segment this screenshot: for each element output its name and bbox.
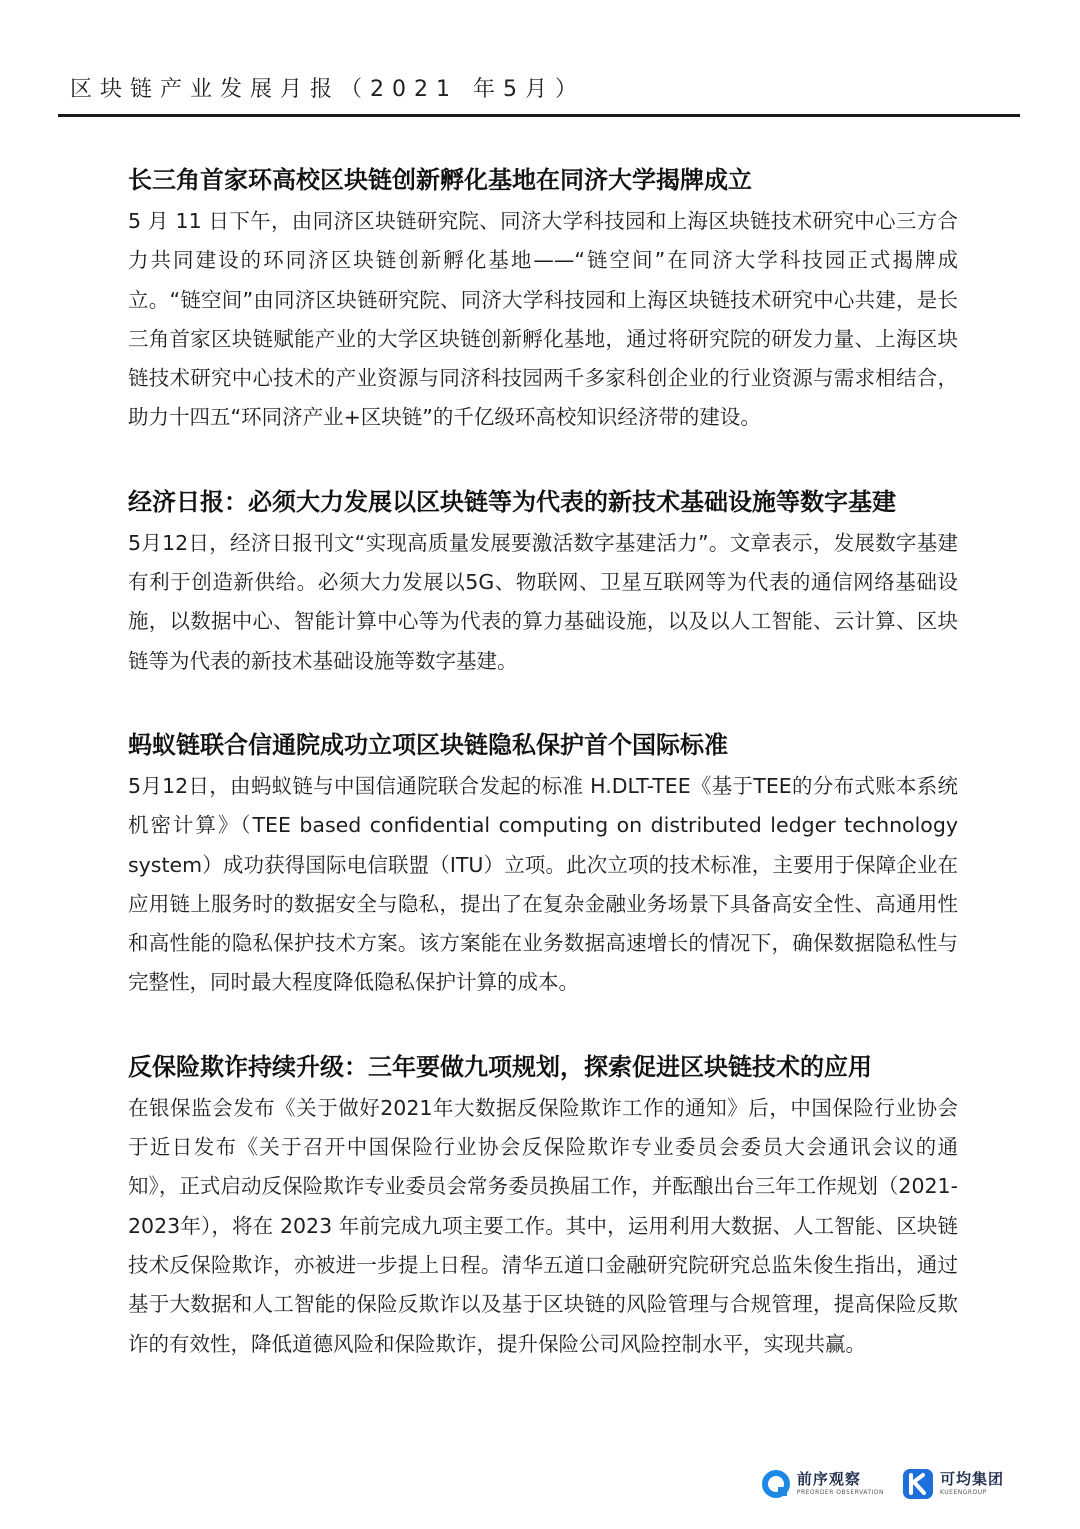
article-title: 蚂蚁链联合信通院成功立项区块链隐私保护首个国际标准 xyxy=(128,730,728,759)
article-body: 在银保监会发布《关于做好2021年大数据反保险欺诈工作的通知》后，中国保险行业协会于近日发布《关于召开中国保险行业协会反保险欺诈专业委员会委员大会通讯会议的通知》，正式启动反保险欺诈专业委员会常务委员换届工作，并酝酿出台三年工作规划（2021-2023年），将在 2023 年前完成九项主要工作。其中，运用利用大数据、人工智能、区块链技术反保险欺诈，亦被进一步提上日程。清华五道口金融研究院研究总监朱俊生指出，通过基于大数据和人工智能的保险反欺诈以及基于区块链的风险管理与合规管理，提高保险反欺诈的有效性，降低道德风险和保险欺诈，提升保险公司风险控制水平，实现共赢。 xyxy=(128,1095,958,1356)
kueen-logo-name: 可均集团 xyxy=(939,1470,1004,1488)
article-3 xyxy=(128,725,958,1003)
article-1 xyxy=(128,160,958,438)
preorder-logo-sub: PREORDER OBSERVATION xyxy=(796,1489,884,1496)
preorder-logo xyxy=(761,1469,884,1499)
kueen-logo xyxy=(902,1468,1004,1500)
article-body: 5月12日，由蚂蚁链与中国信通院联合发起的标准 H.DLT-TEE《基于TEE的分布式账本系统机密计算》（TEE based confidential computing on distributed ledger technology system）成功获得国际电信联盟（ITU）立项。此次立项的技术标准，主要用于保障企业在应用链上服务时的数据安全与隐私，提出了在复杂金融业务场景下具备高安全性、高通用性和高性能的隐私保护技术方案。该方案能在业务数据高速增长的情况下，确保数据隐私性与完整性，同时最大程度降低隐私保护计算的成本。 xyxy=(128,773,958,995)
preorder-logo-name: 前序观察 xyxy=(796,1470,861,1488)
footer-logos xyxy=(761,1460,1004,1508)
article-title: 长三角首家环高校区块链创新孵化基地在同济大学揭牌成立 xyxy=(128,166,752,194)
article-body: 5 月 11 日下午，由同济区块链研究院、同济大学科技园和上海区块链技术研究中心三方合力共同建设的环同济区块链创新孵化基地——“链空间”在同济大学科技园正式揭牌成立。“链空间”由同济区块链研究院、同济大学科技园和上海区块链技术研究中心共建，是长三角首家区块链赋能产业的大学区块链创新孵化基地，通过将研究院的研发力量、上海区块链技术研究中心技术的产业资源与同济科技园两千多家科创企业的行业资源与需求相结合，助力十四五“环同济产业+区块链”的千亿级环高校知识经济带的建设。 xyxy=(128,209,958,430)
article-title: 经济日报：必须大力发展以区块链等为代表的新技术基础设施等数字基建 xyxy=(128,487,896,516)
article-body: 5月12日，经济日报刊文“实现高质量发展要激活数字基建活力”。文章表示，发展数字基建有利于创造新供给。必须大力发展以5G、物联网、卫星互联网等为代表的通信网络基础设施，以数据中心、智能计算中心等为代表的算力基础设施，以及以人工智能、云计算、区块链等为代表的新技术基础设施等数字基建。 xyxy=(128,530,958,673)
article-2 xyxy=(128,482,958,681)
k-logo-icon xyxy=(902,1468,934,1500)
kueen-logo-sub: KUEENGROUP xyxy=(939,1489,987,1496)
report-header-title: 区块链产业发展月报（2021 年5月） xyxy=(70,77,585,102)
q-logo-icon xyxy=(761,1469,791,1499)
article-title: 反保险欺诈持续升级：三年要做九项规划，探索促进区块链技术的应用 xyxy=(128,1052,872,1081)
article-4 xyxy=(128,1047,958,1364)
header-divider xyxy=(58,114,1020,117)
article-list xyxy=(128,160,958,1408)
